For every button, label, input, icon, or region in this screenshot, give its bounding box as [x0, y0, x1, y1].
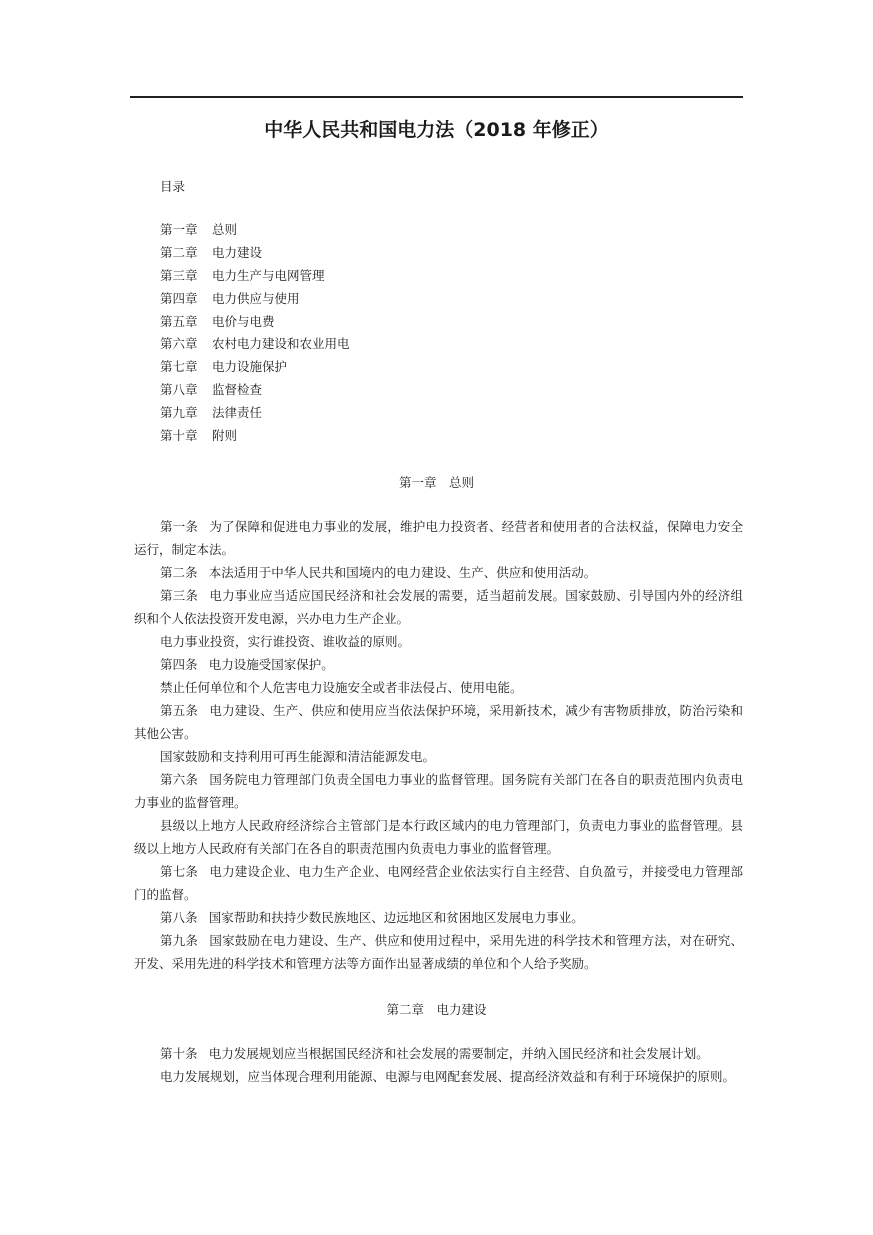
toc-chapter-title: 电力建设: [212, 244, 263, 260]
article-number: 第十条: [160, 1046, 198, 1061]
article-paragraph: [134, 930, 743, 976]
toc-chapter-title: 电力供应与使用: [212, 290, 300, 306]
table-of-contents: [160, 219, 350, 448]
article-text: 电力发展规划，应当体现合理利用能源、电源与电网配套发展、提高经济效益和有利于环境保护的原则。: [160, 1069, 736, 1084]
toc-chapter-number: 第七章: [160, 359, 198, 375]
toc-chapter-number: 第十章: [160, 428, 198, 444]
article-text: 本法适用于中华人民共和国境内的电力建设、生产、供应和使用活动。: [208, 565, 597, 580]
article-text: 县级以上地方人民政府经济综合主管部门是本行政区域内的电力管理部门，负责电力事业的监督管理。县级以上地方人民政府有关部门在各自的职责范围内负责电力事业的监督管理。: [134, 818, 743, 856]
article-text: 电力事业投资，实行谁投资、谁收益的原则。: [160, 634, 411, 649]
toc-item[interactable]: [160, 288, 350, 311]
article-paragraph: [134, 746, 743, 769]
article-paragraph: [134, 861, 743, 907]
toc-item[interactable]: [160, 311, 350, 334]
toc-chapter-number: 第六章: [160, 336, 198, 352]
toc-item[interactable]: [160, 333, 350, 356]
article-paragraph: [134, 769, 743, 815]
toc-chapter-title: 总则: [212, 222, 238, 237]
article-paragraph: [134, 815, 743, 861]
toc-item[interactable]: [160, 265, 350, 288]
toc-chapter-number: 第四章: [160, 290, 198, 306]
article-number: 第七条: [160, 864, 199, 879]
article-number: 第三条: [160, 588, 199, 603]
article-paragraph: [134, 654, 743, 677]
toc-chapter-number: 第二章: [160, 244, 198, 260]
toc-chapter-title: 电力设施保护: [212, 359, 288, 375]
document-title: 中华人民共和国电力法（2018 年修正）: [264, 119, 609, 141]
article-paragraph: [134, 562, 743, 585]
toc-item[interactable]: [160, 356, 350, 379]
article-text: 国家帮助和扶持少数民族地区、边远地区和贫困地区发展电力事业。: [208, 910, 584, 925]
toc-chapter-title: 电力生产与电网管理: [212, 267, 325, 283]
article-paragraph: [134, 516, 743, 562]
header-rule: [130, 96, 743, 98]
toc-item[interactable]: [160, 379, 350, 402]
article-number: 第六条: [160, 772, 199, 787]
toc-chapter-title: 电价与电费: [212, 313, 275, 329]
article-paragraph: [134, 1066, 743, 1089]
article-text: 为了保障和促进电力事业的发展，维护电力投资者、经营者和使用者的合法权益，保障电力安全运行，制定本法。: [134, 519, 743, 557]
toc-item[interactable]: [160, 219, 350, 242]
chapter-heading: 第一章 总则: [398, 475, 474, 490]
article-paragraph: [134, 585, 743, 631]
toc-item[interactable]: [160, 402, 350, 425]
article-paragraph: [134, 631, 743, 654]
toc-item[interactable]: [160, 242, 350, 265]
toc-item[interactable]: [160, 425, 350, 448]
toc-chapter-title: 监督检查: [212, 382, 263, 398]
toc-chapter-title: 附则: [212, 428, 238, 444]
article-text: 电力建设、生产、供应和使用应当依法保护环境，采用新技术，减少有害物质排放，防治污染和其他公害。: [134, 703, 743, 741]
article-paragraph: [134, 907, 743, 930]
article-text: 电力建设企业、电力生产企业、电网经营企业依法实行自主经营、自负盈亏，并接受电力管理部门的监督。: [134, 864, 743, 902]
article-text: 电力事业应当适应国民经济和社会发展的需要，适当超前发展。国家鼓励、引导国内外的经济组织和个人依法投资开发电源，兴办电力生产企业。: [134, 588, 743, 626]
article-text: 电力发展规划应当根据国民经济和社会发展的需要制定，并纳入国民经济和社会发展计划。: [208, 1046, 709, 1061]
toc-chapter-number: 第三章: [160, 267, 198, 283]
toc-chapter-title: 法律责任: [212, 405, 263, 421]
article-number: 第二条: [160, 565, 198, 580]
article-text: 禁止任何单位和个人危害电力设施安全或者非法侵占、使用电能。: [160, 680, 523, 695]
toc-chapter-number: 第一章: [160, 222, 198, 237]
toc-label: 目录: [160, 179, 186, 194]
toc-chapter-number: 第九章: [160, 405, 198, 421]
article-paragraph: [134, 700, 743, 746]
article-text: 国家鼓励和支持利用可再生能源和清洁能源发电。: [160, 749, 436, 764]
article-number: 第一条: [160, 519, 199, 534]
article-number: 第九条: [160, 933, 199, 948]
toc-chapter-number: 第八章: [160, 382, 198, 398]
article-paragraph: [134, 1043, 743, 1066]
toc-chapter-number: 第五章: [160, 313, 198, 329]
article-text: 国务院电力管理部门负责全国电力事业的监督管理。国务院有关部门在各自的职责范围内负责电力事业的监督管理。: [134, 772, 743, 810]
article-paragraph: [134, 677, 743, 700]
article-number: 第五条: [160, 703, 199, 718]
chapter-heading: 第二章 电力建设: [386, 1002, 487, 1017]
article-number: 第四条: [160, 657, 198, 672]
article-text: 国家鼓励在电力建设、生产、供应和使用过程中，采用先进的科学技术和管理方法，对在研究、开发、采用先进的科学技术和管理方法等方面作出显著成绩的单位和个人给予奖励。: [134, 933, 743, 971]
article-text: 电力设施受国家保护。: [208, 657, 334, 672]
article-number: 第八条: [160, 910, 198, 925]
toc-chapter-title: 农村电力建设和农业用电: [212, 336, 350, 352]
